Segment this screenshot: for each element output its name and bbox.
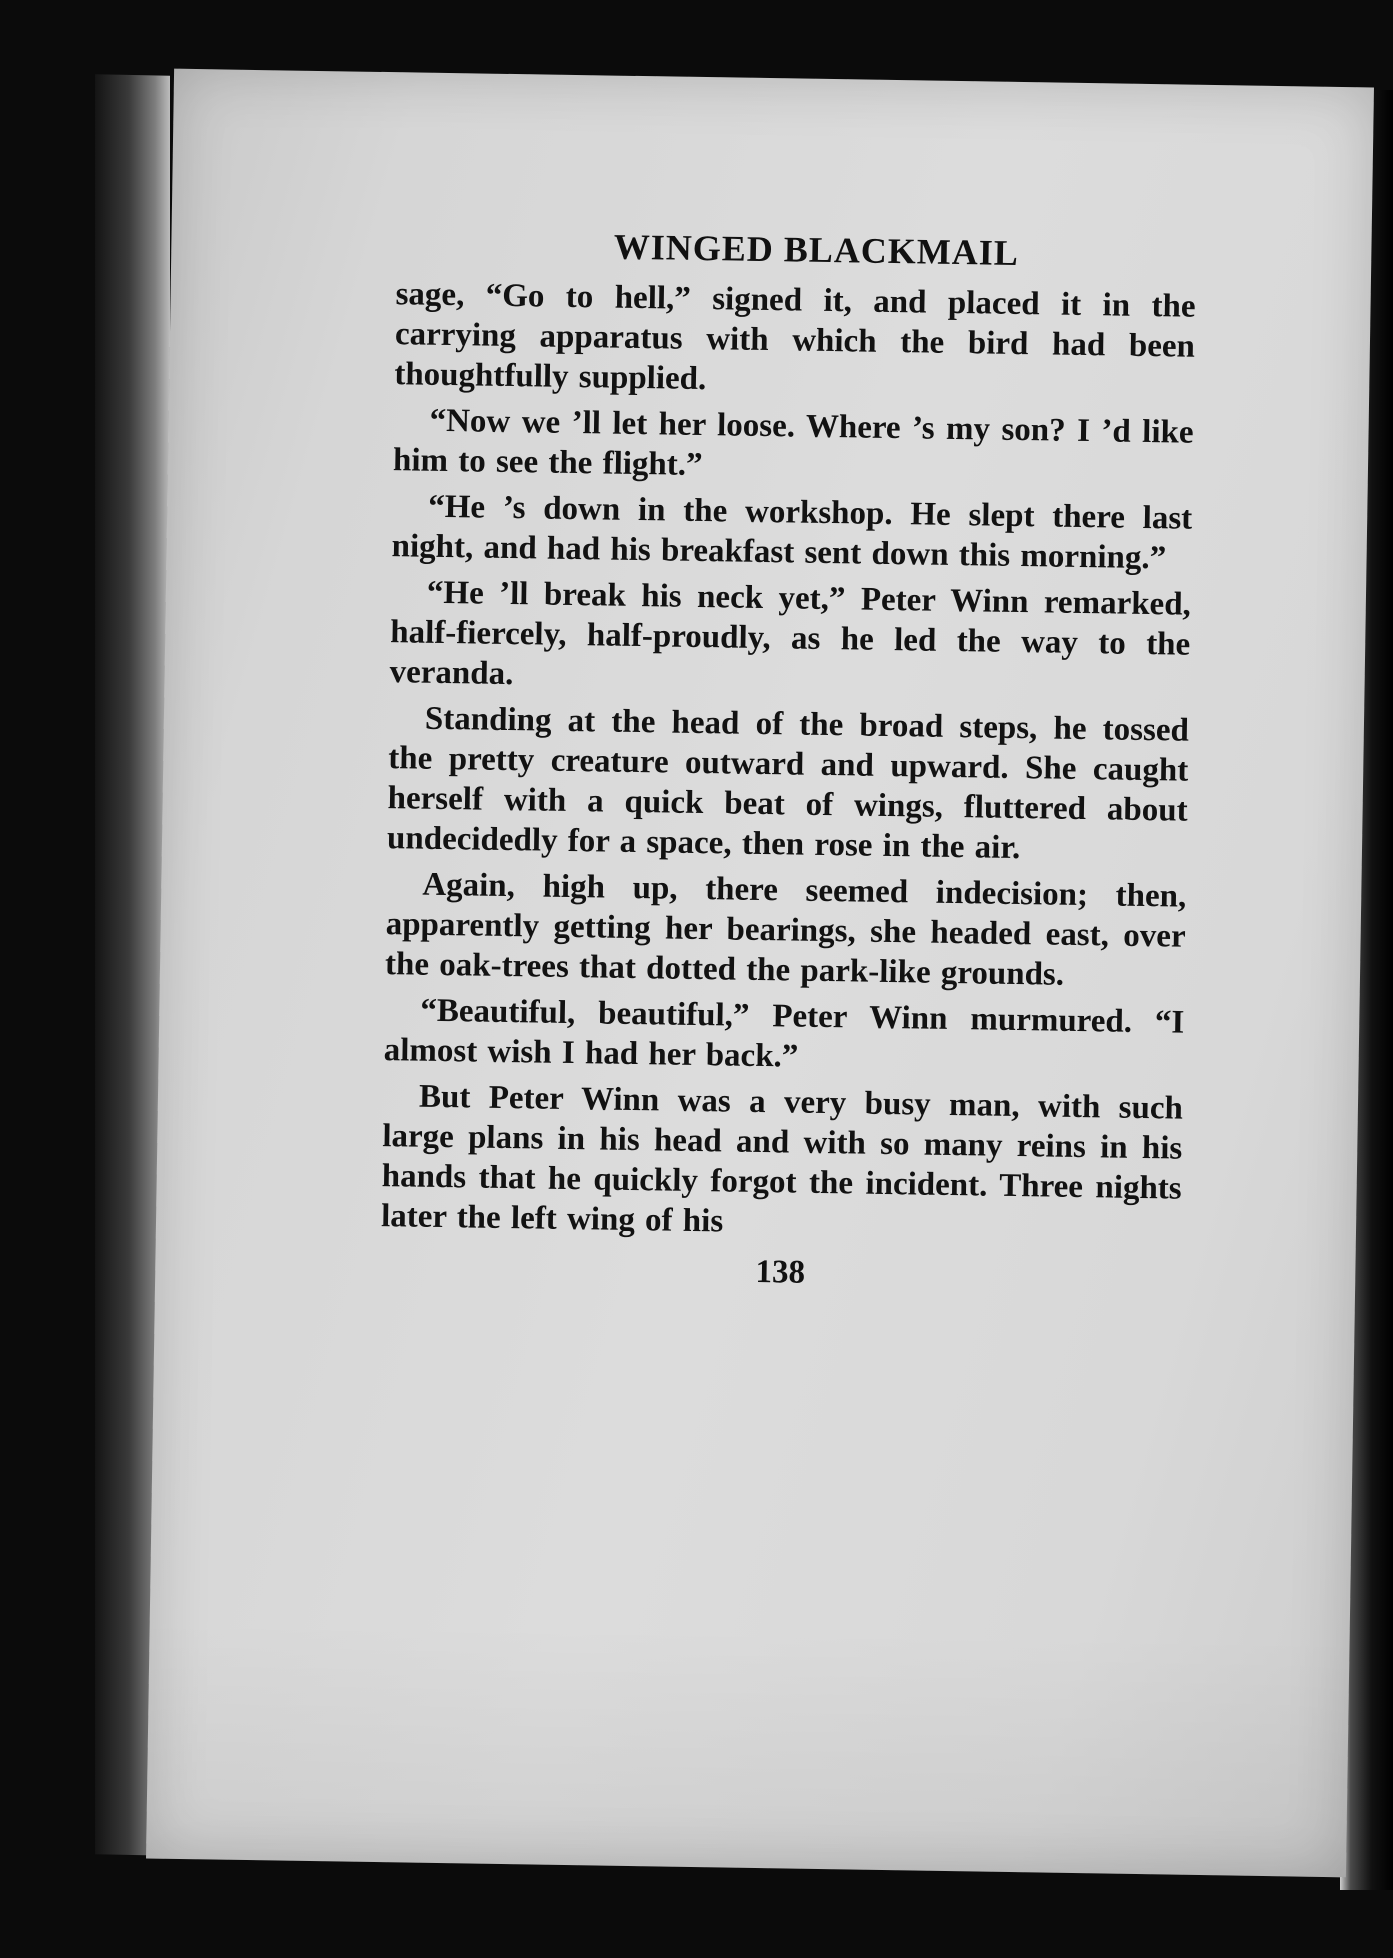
book-page (146, 69, 1374, 1878)
paragraph-1: sage, “Go to hell,” signed it, and placed it in the carrying apparatus with which the bird had been thoughtfully supplied. (394, 276, 1196, 398)
paragraph-5: Standing at the head of the broad steps, he tossed the pretty creature outward and upward. She caught herself with a quick beat of wings, fluttered about undecidedly for a space, then rose in the air. (386, 700, 1190, 867)
paragraph-3: “He ’s down in the workshop. He slept there last night, and had his breakfast sent down this morning.” (391, 488, 1193, 577)
running-head: WINGED BLACKMAIL (613, 226, 1020, 273)
paragraph-8: But Peter Winn was a very busy man, with such large plans in his head and with so many reins in his hands that he quickly forgot the incident. Three nights later the left wing of his (380, 1078, 1184, 1240)
paragraph-7: “Beautiful, beautiful,” Peter Winn murmured. “I almost wish I had her back.” (383, 992, 1185, 1075)
page-number: 138 (755, 1253, 806, 1291)
page-text-block (380, 222, 1197, 1297)
page-lower-shading (146, 1618, 1350, 1877)
paragraph-6: Again, high up, there seemed indecision; then, apparently getting her bearings, she headed east, over the oak-trees that dotted the park-like grounds. (384, 866, 1187, 993)
paragraph-2: “Now we ’ll let her loose. Where ’s my son? I ’d like him to see the flight.” (392, 402, 1194, 484)
paragraph-4: “He ’ll break his neck yet,” Peter Winn remarked, half-fiercely, half-proudly, as he led the way to the veranda. (389, 574, 1192, 693)
